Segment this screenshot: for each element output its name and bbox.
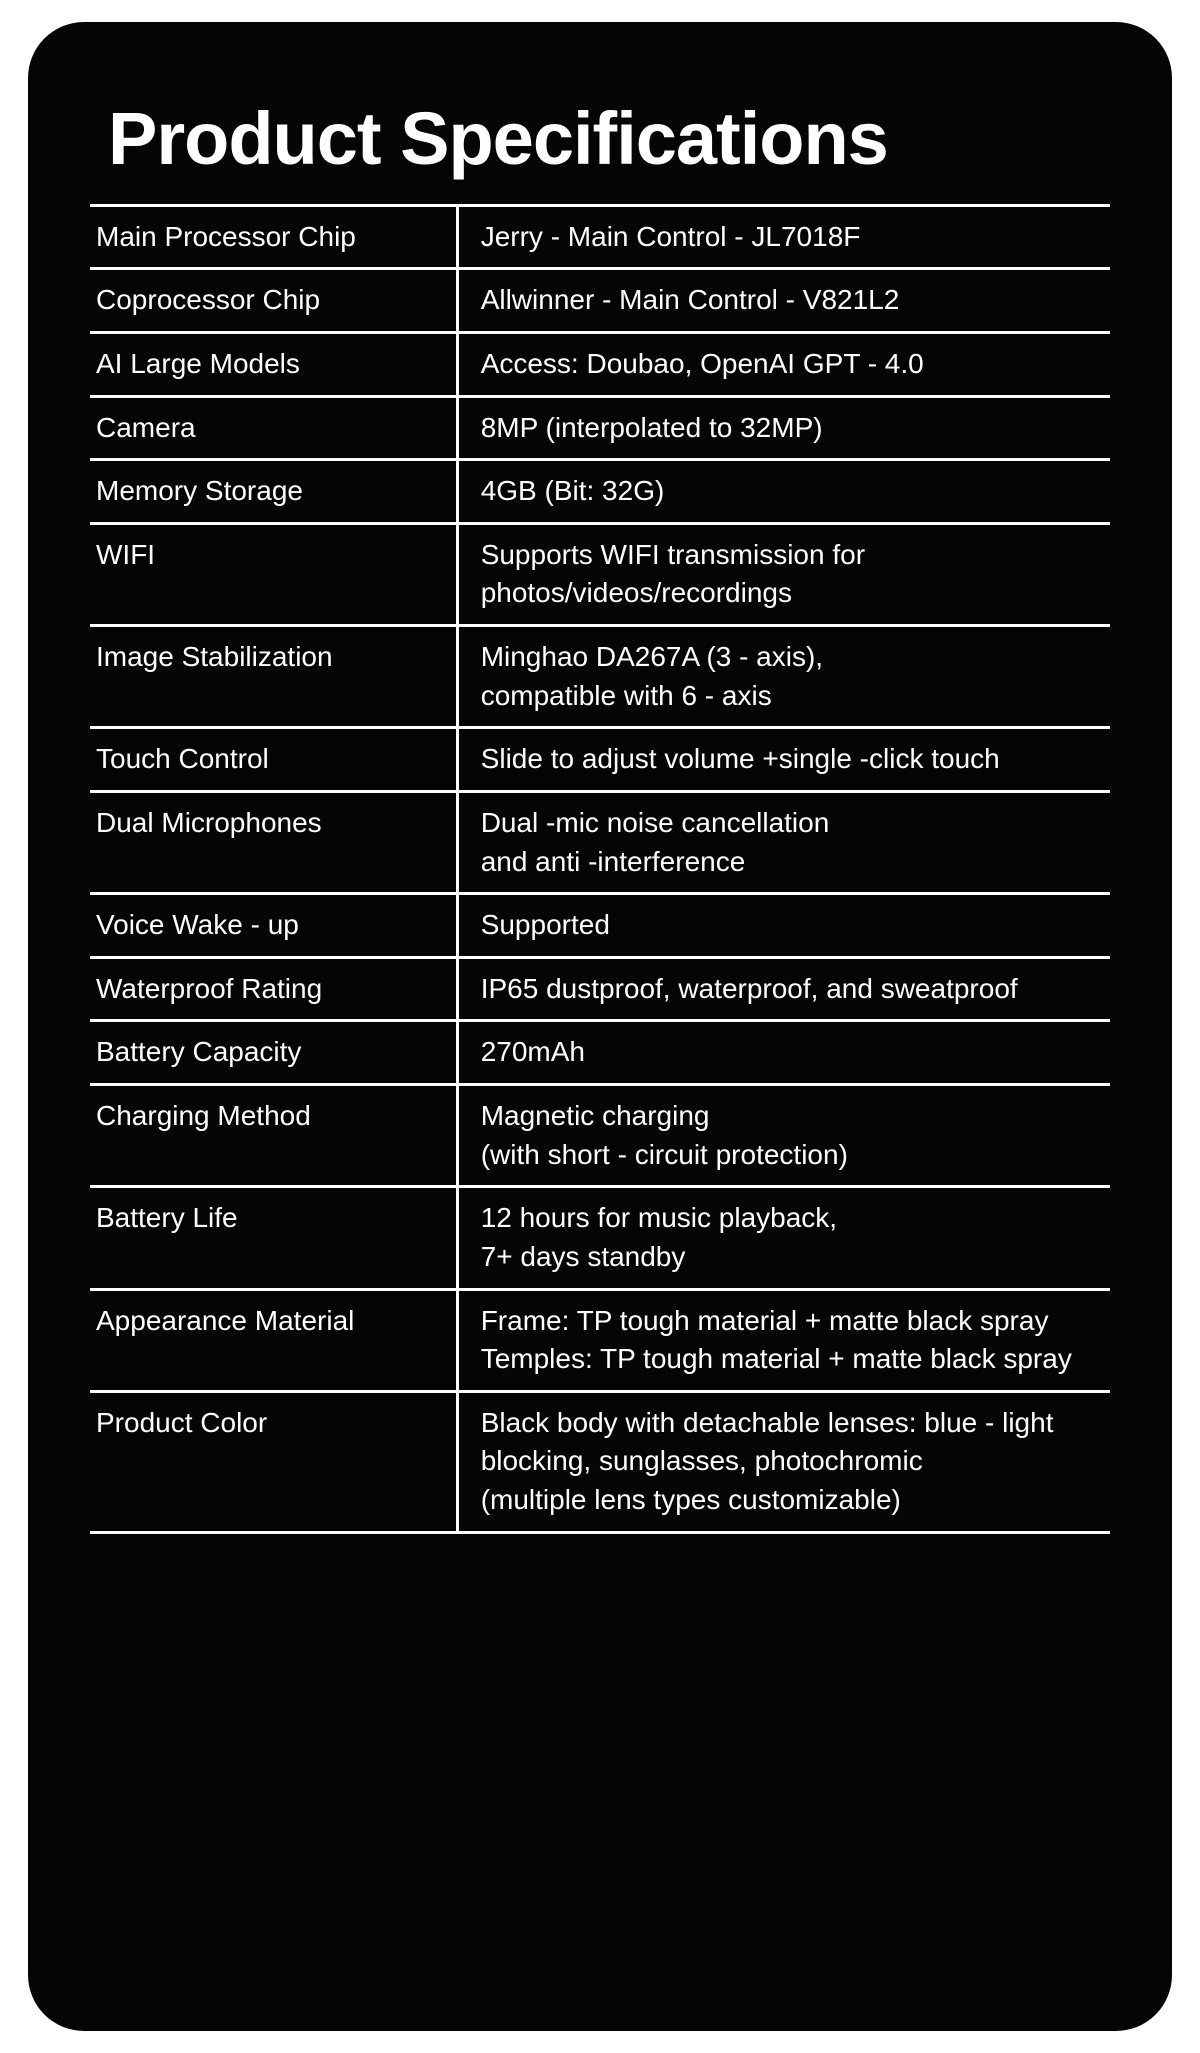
- spec-label: Coprocessor Chip: [96, 284, 321, 316]
- spec-label: Battery Life: [96, 1202, 238, 1234]
- spec-value-line: Allwinner - Main Control - V821L2: [480, 284, 900, 316]
- spec-value-line: Dual -mic noise cancellation: [480, 806, 830, 838]
- spec-value-line: Slide to adjust volume +single -click touch: [480, 743, 1000, 775]
- spec-value-line: (with short - circuit protection): [480, 1138, 848, 1170]
- spec-value: [457, 1021, 1110, 1085]
- spec-value: [457, 1187, 1110, 1289]
- table-row: [90, 1187, 1110, 1289]
- spec-label: Charging Method: [96, 1100, 311, 1132]
- table-row: [90, 396, 1110, 460]
- spec-value-line: Supports WIFI transmission for: [480, 538, 866, 570]
- spec-label: Camera: [96, 411, 196, 443]
- spec-label: Product Color: [96, 1406, 268, 1438]
- table-row: [90, 1085, 1110, 1187]
- spec-value-line: 8MP (interpolated to 32MP): [480, 411, 823, 443]
- spec-value-line: 7+ days standby: [480, 1240, 686, 1272]
- spec-value-line: Minghao DA267A (3 - axis),: [480, 641, 824, 673]
- table-row: [90, 1391, 1110, 1532]
- spec-label: WIFI: [96, 538, 156, 570]
- table-row: [90, 460, 1110, 524]
- spec-label: Waterproof Rating: [96, 972, 323, 1004]
- spec-label: Appearance Material: [96, 1304, 355, 1336]
- spec-value: [457, 205, 1110, 269]
- specifications-table-body: [90, 205, 1110, 1532]
- spec-value-line: Supported: [480, 909, 610, 941]
- table-row: [90, 269, 1110, 333]
- table-row: [90, 728, 1110, 792]
- spec-value: [457, 396, 1110, 460]
- spec-value: [457, 626, 1110, 728]
- spec-value-line: (multiple lens types customizable): [480, 1484, 901, 1516]
- spec-label: Memory Storage: [96, 475, 303, 507]
- spec-value-line: 12 hours for music playback,: [480, 1202, 838, 1234]
- spec-value: [457, 957, 1110, 1021]
- table-row: [90, 791, 1110, 893]
- spec-value: [457, 728, 1110, 792]
- spec-label: Image Stabilization: [96, 641, 333, 673]
- spec-value: [457, 460, 1110, 524]
- spec-value-line: photos/videos/recordings: [480, 577, 792, 609]
- table-row: [90, 957, 1110, 1021]
- spec-value: [457, 523, 1110, 625]
- spec-value: [457, 894, 1110, 958]
- spec-value-line: Temples: TP tough material + matte black spray: [480, 1343, 1072, 1375]
- spec-value-line: Jerry - Main Control - JL7018F: [480, 220, 861, 252]
- page-title: Product Specifications: [108, 97, 888, 180]
- spec-value-line: 4GB (Bit: 32G): [480, 475, 665, 507]
- spec-label: Voice Wake - up: [96, 909, 299, 941]
- spec-value-line: Black body with detachable lenses: blue - light: [480, 1406, 1054, 1438]
- spec-value-line: blocking, sunglasses, photochromic: [480, 1445, 923, 1477]
- spec-value-line: 270mAh: [480, 1036, 585, 1068]
- spec-value: [457, 791, 1110, 893]
- spec-value: [457, 1085, 1110, 1187]
- spec-label: Main Processor Chip: [96, 220, 356, 252]
- spec-value-line: compatible with 6 - axis: [480, 679, 772, 711]
- spec-label: Battery Capacity: [96, 1036, 302, 1068]
- table-row: [90, 894, 1110, 958]
- table-row: [90, 332, 1110, 396]
- table-row: [90, 1021, 1110, 1085]
- table-row: [90, 1289, 1110, 1391]
- spec-value-line: Frame: TP tough material + matte black spray: [480, 1304, 1049, 1336]
- spec-value-line: Magnetic charging: [480, 1100, 710, 1132]
- spec-label: Dual Microphones: [96, 806, 322, 838]
- spec-label: AI Large Models: [96, 347, 300, 379]
- spec-value-line: and anti -interference: [480, 845, 746, 877]
- spec-value: [457, 332, 1110, 396]
- specification-card: [28, 22, 1172, 2031]
- spec-label: Touch Control: [96, 743, 269, 775]
- spec-value: [457, 1289, 1110, 1391]
- spec-value: [457, 1391, 1110, 1532]
- specifications-table: [90, 204, 1110, 1534]
- table-row: [90, 205, 1110, 269]
- table-row: [90, 626, 1110, 728]
- spec-value-line: Access: Doubao, OpenAI GPT - 4.0: [480, 347, 924, 379]
- spec-value-line: IP65 dustproof, waterproof, and sweatproof: [480, 972, 1018, 1004]
- table-row: [90, 523, 1110, 625]
- spec-value: [457, 269, 1110, 333]
